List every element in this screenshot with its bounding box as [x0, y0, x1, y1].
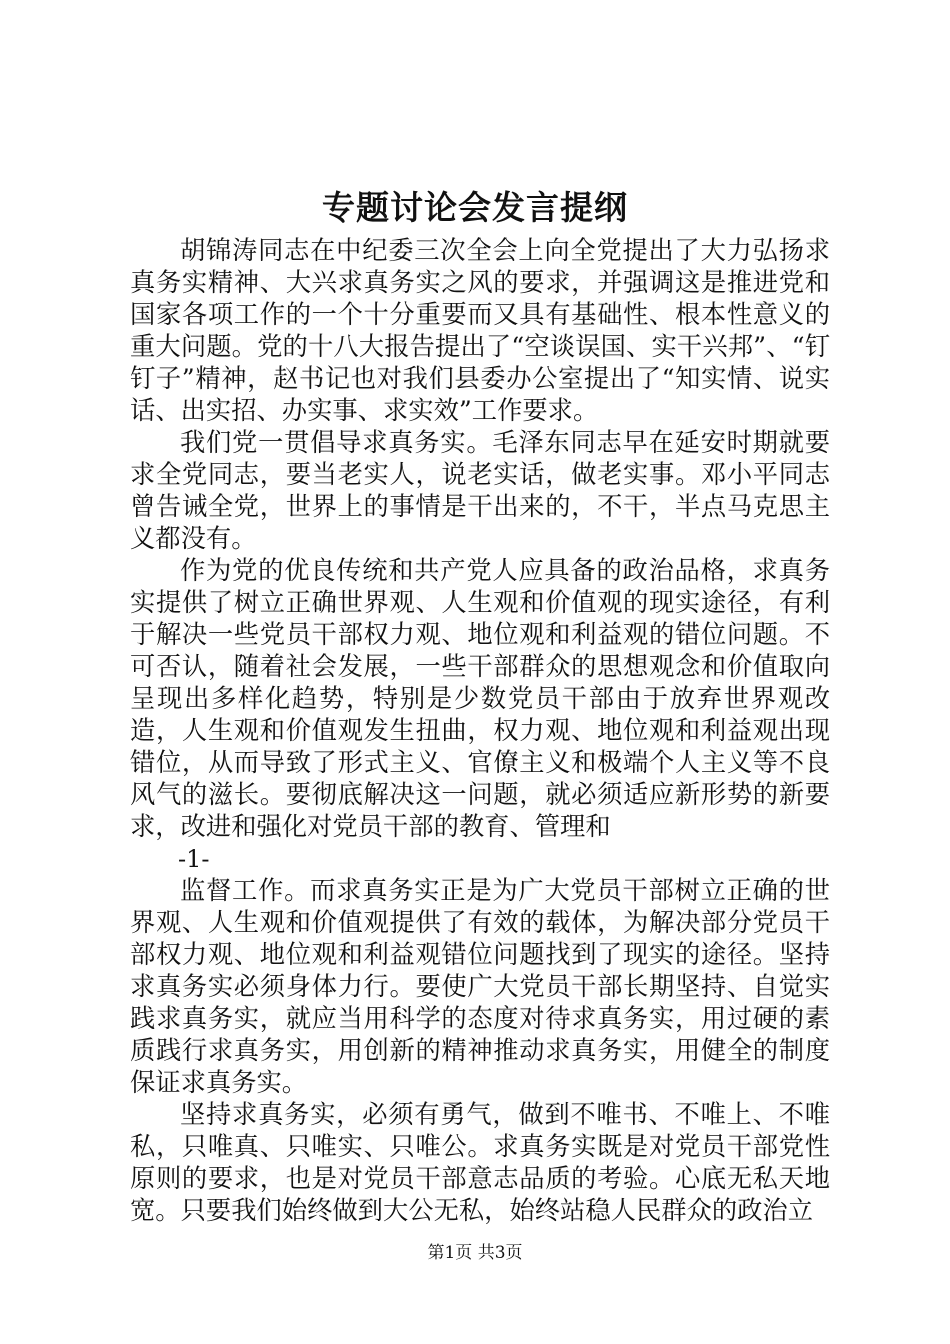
paragraph: 胡锦涛同志在中纪委三次全会上向全党提出了大力弘扬求真务实精神、大兴求真务实之风的要求，并强调这是推进党和国家各项工作的一个十分重要而又具有基础性、根本性意义的重大问题。党的十八大报告提出了“空谈误国、实干兴邦”、“钉钉子”精神，赵书记也对我们县委办公室提出了“知实情、说实话、出实招、办实事、求实效”工作要求。	[130, 236, 830, 425]
document-body	[130, 235, 830, 1227]
document-title: 专题讨论会发言提纲	[322, 188, 628, 227]
paragraph: 坚持求真务实，必须有勇气，做到不唯书、不唯上、不唯私，只唯真、只唯实、只唯公。求真务实既是对党员干部党性原则的要求，也是对党员干部意志品质的考验。心底无私天地宽。只要我们始终做到大公无私，始终站稳人民群众的政治立	[130, 1100, 830, 1225]
paragraph: 监督工作。而求真务实正是为广大党员干部树立正确的世界观、人生观和价值观提供了有效的载体，为解决部分党员干部权力观、地位观和利益观错位问题找到了现实的途径。坚持求真务实必须身体力行。要使广大党员干部长期坚持、自觉实践求真务实，就应当用科学的态度对待求真务实，用过硬的素质践行求真务实，用创新的精神推动求真务实，用健全的制度保证求真务实。	[130, 876, 830, 1097]
paragraph: 作为党的优良传统和共产党人应具备的政治品格，求真务实提供了树立正确世界观、人生观和价值观的现实途径，有利于解决一些党员干部权力观、地位观和利益观的错位问题。不可否认，随着社会发展，一些干部群众的思想观念和价值取向呈现出多样化趋势，特别是少数党员干部由于放弃世界观改造，人生观和价值观发生扭曲，权力观、地位观和利益观出现错位，从而导致了形式主义、官僚主义和极端个人主义等不良风气的滋长。要彻底解决这一问题，就必须适应新形势的新要求，改进和强化对党员干部的教育、管理和	[130, 556, 830, 841]
page-footer: 第1页 共3页	[427, 1243, 523, 1263]
paragraph: 我们党一贯倡导求真务实。毛泽东同志早在延安时期就要求全党同志，要当老实人，说老实话，做老实事。邓小平同志曾告诫全党，世界上的事情是干出来的，不干，半点马克思主义都没有。	[130, 428, 830, 553]
page-number-marker: -1-	[178, 845, 210, 873]
